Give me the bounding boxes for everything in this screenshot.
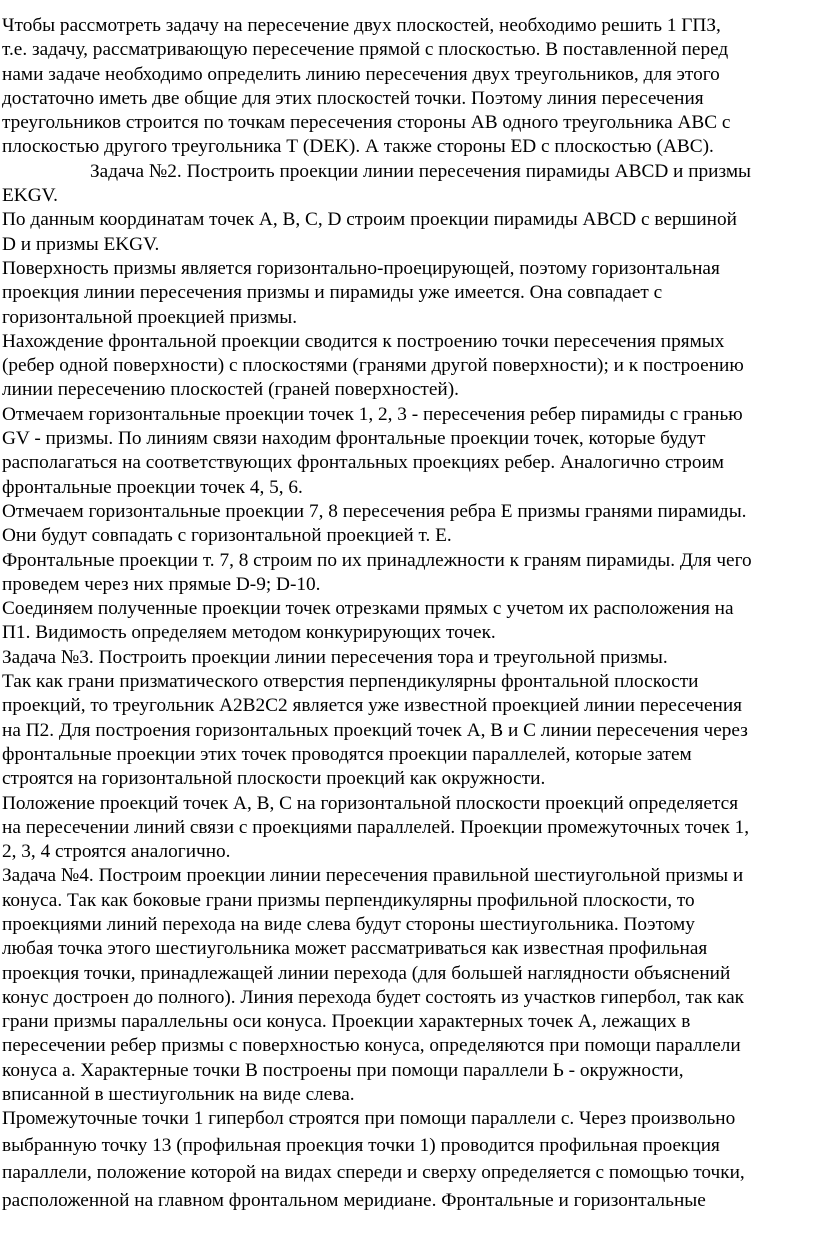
text-line: пересечении ребер призмы с поверхностью конуса, определяются при помощи параллели [2,1035,741,1057]
text-line: 2, 3, 4 строятся аналогично. [2,841,231,863]
text-line: проекция точки, принадлежащей линии перехода (для большей наглядности объяснений [2,962,731,984]
text-line: Так как грани призматического отверстия перпендикулярны фронтальной плоскости [2,671,699,693]
text-line: проведем через них прямые D-9; D-10. [2,573,321,595]
text-line: проекциями линий перехода на виде слева будут стороны шестиугольника. Поэтому [2,913,695,935]
text-line: параллели, положение которой на видах спереди и сверху определяется с помощью точки, [2,1162,745,1184]
text-line: нами задаче необходимо определить линию пересечения двух треугольников, для этого [2,63,720,85]
text-line: Отмечаем горизонтальные проекции 7, 8 пересечения ребра E призмы гранями пирамиды. [2,500,747,522]
text-line: расположенной на главном фронтальном меридиане. Фронтальные и горизонтальные [2,1189,706,1211]
text-line: плоскостью другого треугольника Т (DEK). А также стороны ED с плоскостью (АВС). [2,136,714,158]
text-line: на пересечении линий связи с проекциями параллелей. Проекции промежуточных точек 1, [2,816,750,838]
text-line: Нахождение фронтальной проекции сводится к построению точки пересечения прямых [2,330,725,352]
task-2-heading: Задача №2. Построить проекции линии пересечения пирамиды ABCD и призмы [90,160,751,182]
text-line: конус достроен до полного). Линия перехода будет состоять из участков гипербол, так как [2,986,745,1008]
text-line: фронтальные проекции этих точек проводятся проекции параллелей, которые затем [2,743,692,765]
text-line: на П2. Для построения горизонтальных проекций точек А, В и С линии пересечения через [2,719,748,741]
text-line: EKGV. [2,185,58,207]
text-line: проекций, то треугольник А2В2С2 является уже известной проекцией линии пересечения [2,695,743,717]
text-line: горизонтальной проекцией призмы. [2,306,298,328]
text-line: Отмечаем горизонтальные проекции точек 1, 2, 3 - пересечения ребер пирамиды с гранью [2,403,743,425]
text-line: D и призмы EKGV. [2,233,160,255]
text-line: (ребер одной поверхности) с плоскостями (гранями другой поверхности); и к построению [2,355,744,377]
text-line: линии пересечению плоскостей (граней поверхностей). [2,379,459,401]
text-line: конуса а. Характерные точки В построены при помощи параллели Ь - окружности, [2,1059,684,1081]
text-line: грани призмы параллельны оси конуса. Проекции характерных точек А, лежащих в [2,1011,691,1033]
text-line: конуса. Так как боковые грани призмы перпендикулярны профильной плоскости, то [2,889,695,911]
text-line: располагаться на соответствующих фронтальных проекциях ребер. Аналогично строим [2,452,725,474]
task-4-heading: Задача №4. Построим проекции линии пересечения правильной шестиугольной призмы и [2,865,744,887]
text-line: П1. Видимость определяем методом конкурирующих точек. [2,622,496,644]
text-line: Фронтальные проекции т. 7, 8 строим по их принадлежности к граням пирамиды. Для чего [2,549,752,571]
task-3-heading: Задача №3. Построить проекции линии пересечения тора и треугольной призмы. [2,646,668,668]
text-line: треугольников строится по точкам пересечения стороны АВ одного треугольника АВС с [2,112,731,134]
text-line: Поверхность призмы является горизонтально-проецирующей, поэтому горизонтальная [2,257,720,279]
text-line: По данным координатам точек A, B, C, D строим проекции пирамиды ABCD с вершиной [2,209,737,231]
text-line: т.е. задачу, рассматривающую пересечение прямой с плоскостью. В поставленной перед [2,39,729,61]
document-page [2,14,816,1214]
text-line: достаточно иметь две общие для этих плоскостей точки. Поэтому линия пересечения [2,87,704,109]
text-line: строятся на горизонтальной плоскости проекций как окружности. [2,768,546,790]
text-line: GV - призмы. По линиям связи находим фронтальные проекции точек, которые будут [2,428,706,450]
text-line: любая точка этого шестиугольника может рассматриваться как известная профильная [2,938,708,960]
text-line: выбранную точку 13 (профильная проекция точки 1) проводится профильная проекция [2,1134,720,1156]
text-line: вписанной в шестиугольник на виде слева. [2,1084,355,1106]
text-line: Соединяем полученные проекции точек отрезками прямых с учетом их расположения на [2,598,734,620]
text-line: Положение проекций точек А, В, С на горизонтальной плоскости проекций определяется [2,792,739,814]
text-line: Чтобы рассмотреть задачу на пересечение двух плоскостей, необходимо решить 1 ГПЗ, [2,15,721,36]
text-line: Промежуточные точки 1 гипербол строятся при помощи параллели с. Через произвольно [2,1108,736,1130]
text-line: фронтальные проекции точек 4, 5, 6. [2,476,303,498]
text-line: проекция линии пересечения призмы и пирамиды уже имеется. Она совпадает с [2,282,663,304]
text-line: Они будут совпадать с горизонтальной проекцией т. E. [2,525,452,547]
